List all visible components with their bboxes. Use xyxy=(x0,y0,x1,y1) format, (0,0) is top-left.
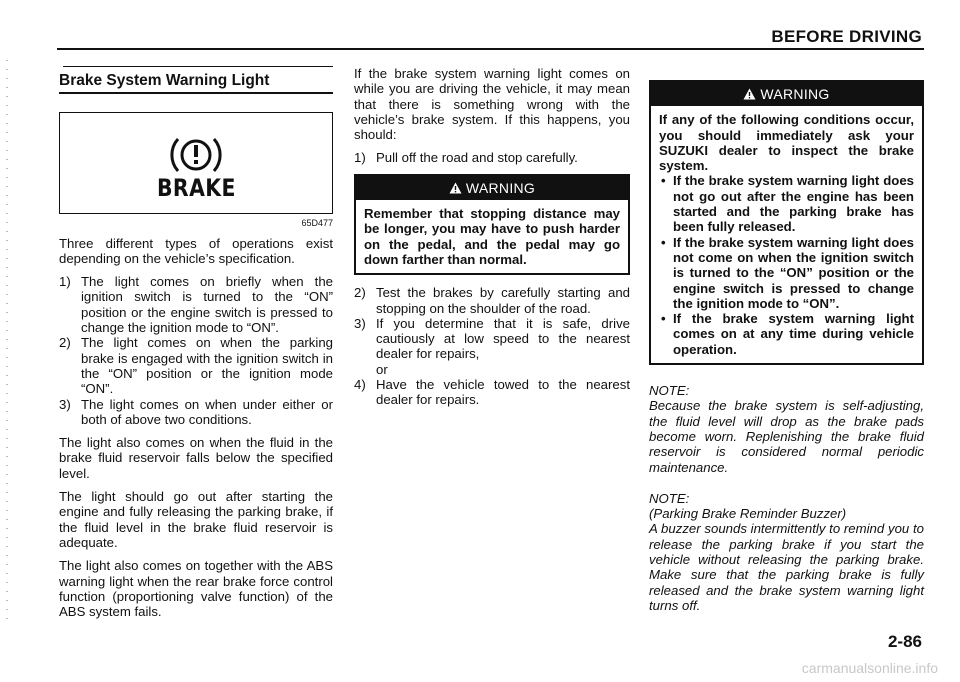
fluid-paragraph: The light also comes on when the fluid in the brake fluid reservoir falls below the specified level. xyxy=(59,435,333,481)
note-self-adjusting xyxy=(649,383,924,475)
brake-warning-figure xyxy=(59,112,333,214)
list-item: • If the brake system warning light comes on at any time during vehicle operation. xyxy=(659,311,914,357)
operations-list xyxy=(59,274,333,427)
list-item: 1) Pull off the road and stop carefully. xyxy=(354,150,578,166)
header-rule xyxy=(57,48,924,50)
warning-lead: If any of the following conditions occur, you should immediately ask your SUZUKI dealer to inspect the brake system. xyxy=(659,112,914,174)
note-text: A buzzer sounds intermittently to remind you to release the parking brake if you start the vehicle without releasing the parking brake. Make sure that the parking brake is fully released and the brake system warning light turns off. xyxy=(649,521,924,613)
brake-warning-icon xyxy=(164,131,228,179)
list-item: or xyxy=(376,361,388,377)
list-item: 1) The light comes on briefly when the ignition switch is turned to the “ON” position or the engine switch is pressed to change the ignition mode to “ON”. xyxy=(59,274,333,336)
page-header-title: BEFORE DRIVING xyxy=(771,27,922,46)
abs-paragraph: The light also comes on together with the ABS warning light when the rear brake force control function (proportioning valve function) of the ABS system fails. xyxy=(59,558,333,620)
list-item: 4) Have the vehicle towed to the nearest dealer for repairs. xyxy=(354,377,630,408)
list-item: 3) If you determine that it is safe, drive cautiously at low speed to the nearest dealer for repairs, xyxy=(354,315,630,362)
warning-box-inspect xyxy=(649,80,924,365)
section-title: Brake System Warning Light xyxy=(59,67,333,94)
list-item: 3) The light comes on when under either or both of above two conditions. xyxy=(59,396,333,427)
warning-header: WARNING xyxy=(651,82,922,106)
watermark: carmanualsonline.info xyxy=(801,660,938,676)
note-reminder-buzzer xyxy=(649,491,924,613)
middle-intro: If the brake system warning light comes on while you are driving the vehicle, it may mean that there is something wrong with the vehicle’s brake system. If this happens, you should: xyxy=(354,66,630,143)
page-number: 2-86 xyxy=(887,632,922,651)
warning-triangle-icon xyxy=(743,88,756,100)
go-out-paragraph: The light should go out after starting the engine and fully releasing the parking brake, if the fluid level in the brake fluid reservoir is adequate. xyxy=(59,489,333,550)
steps-list-b xyxy=(354,285,630,407)
brake-figure-word: BRAKE xyxy=(156,173,236,202)
warning-body xyxy=(651,106,922,363)
binding-margin-dots xyxy=(6,60,8,620)
figure-code: 65D477 xyxy=(301,218,333,229)
note-label: NOTE: xyxy=(649,383,690,399)
warning-text: Remember that stopping distance may be longer, you may have to push harder on the pedal, and the pedal may go down farther than normal. xyxy=(364,206,620,267)
note-subtitle: (Parking Brake Reminder Buzzer) xyxy=(649,506,847,522)
middle-column xyxy=(354,66,630,416)
left-column xyxy=(59,66,333,627)
steps-list-a xyxy=(354,150,630,165)
note-text: Because the brake system is self-adjusting, the fluid level will drop as the brake pads become worn. Replenishing the brake fluid reservoir is considered normal periodic maintenance. xyxy=(649,398,924,475)
intro-paragraph: Three different types of operations exist depending on the vehicle’s specification. xyxy=(59,235,333,266)
list-item: • If the brake system warning light does not come on when the ignition switch is turned to the “ON” position or the engine switch is pressed to change the ignition mode to “ON”. xyxy=(659,235,914,311)
warning-box-stopping xyxy=(354,174,630,275)
list-item: 2) Test the brakes by carefully starting and stopping on the shoulder of the road. xyxy=(354,285,630,316)
warning-header: WARNING xyxy=(356,176,628,200)
note-label: NOTE: xyxy=(649,490,690,506)
warning-triangle-icon xyxy=(449,182,462,194)
list-item: • If the brake system warning light does not go out after the engine has been started and the parking brake has been fully released. xyxy=(659,173,914,234)
warning-bullets xyxy=(659,173,914,357)
right-column xyxy=(649,66,924,613)
list-item: 2) The light comes on when the parking brake is engaged with the ignition switch in the “ON” position or the ignition mode “ON”. xyxy=(59,335,333,397)
